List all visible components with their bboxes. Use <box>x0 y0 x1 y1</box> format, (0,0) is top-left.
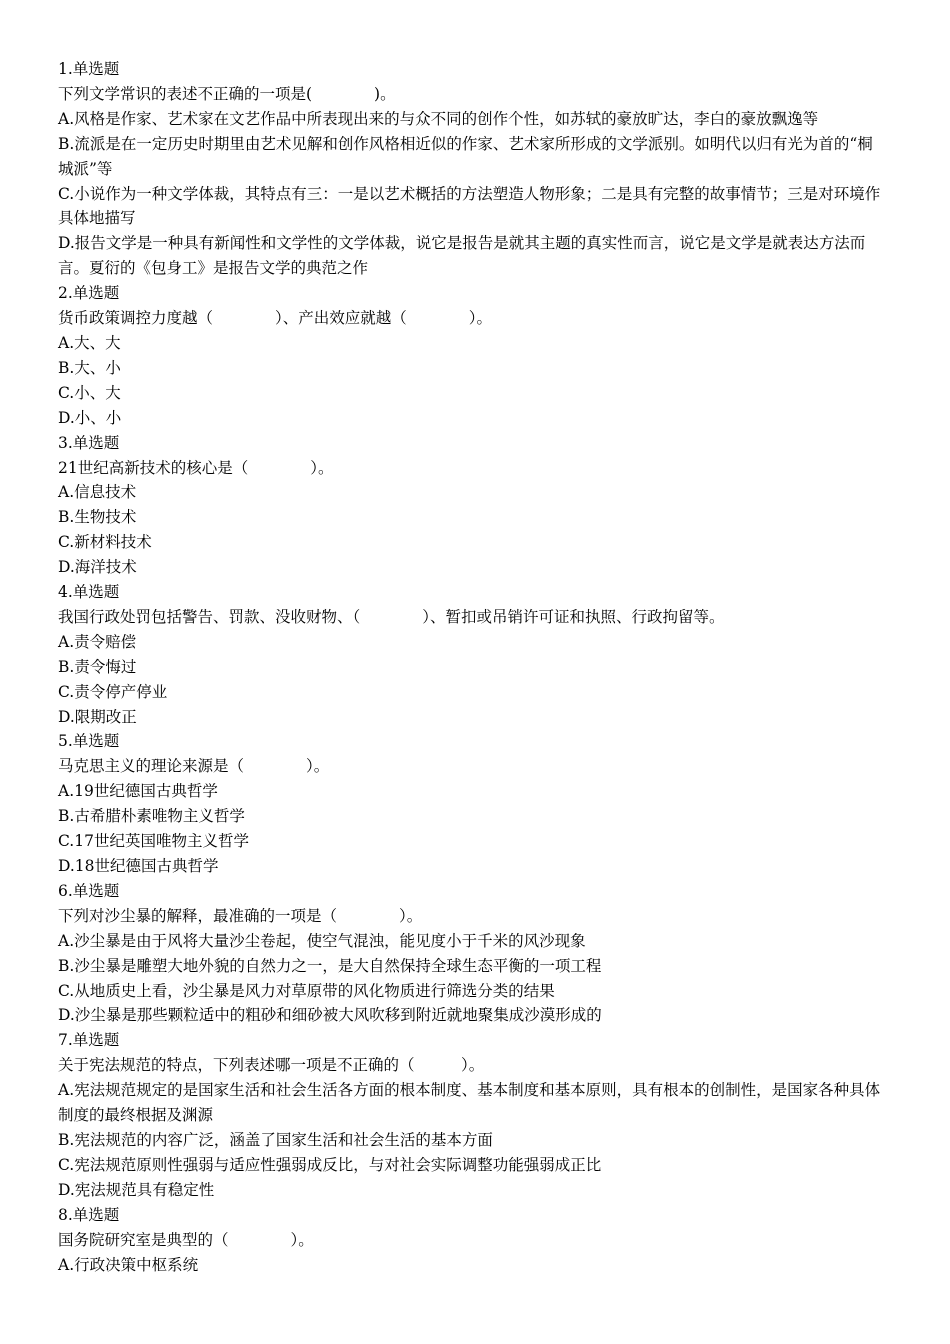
option-c: C.责令停产停业 <box>58 682 168 701</box>
question-stem: 关于宪法规范的特点，下列表述哪一项是不正确的（ ）。 <box>58 1056 485 1075</box>
option-a: A.宪法规范规定的是国家生活和社会生活各方面的根本制度、基本制度和基本原则，具有根本的创制性，是国家各种具体制度的最终根据及渊源 <box>58 1081 881 1125</box>
question-stem: 下列对沙尘暴的解释，最准确的一项是（ ）。 <box>58 906 423 925</box>
question-type: 2.单选题 <box>58 284 120 303</box>
question-type: 3.单选题 <box>58 433 120 452</box>
option-a: A.19世纪德国古典哲学 <box>58 782 218 801</box>
question-stem: 国务院研究室是典型的（ ）。 <box>58 1230 314 1249</box>
option-b: B.责令悔过 <box>58 657 137 676</box>
option-b: B.宪法规范的内容广泛，涵盖了国家生活和社会生活的基本方面 <box>58 1130 493 1149</box>
question-stem: 马克思主义的理论来源是（ ）。 <box>58 757 330 776</box>
question-type: 6.单选题 <box>58 881 120 900</box>
option-c: C.从地质史上看，沙尘暴是风力对草原带的风化物质进行筛选分类的结果 <box>58 981 555 1000</box>
question-type: 7.单选题 <box>58 1031 120 1050</box>
option-d: D.宪法规范具有稳定性 <box>58 1180 215 1199</box>
option-a: A.责令赔偿 <box>58 632 137 651</box>
option-d: D.报告文学是一种具有新闻性和文学性的文学体裁，说它是报告是就其主题的真实性而言，说它是文学是就表达方法而言。夏衍的《包身工》是报告文学的典范之作 <box>58 234 866 278</box>
question-stem: 货币政策调控力度越（ ）、产出效应就越（ ）。 <box>58 309 493 328</box>
option-b: B.大、小 <box>58 358 121 377</box>
option-b: B.流派是在一定历史时期里由艺术见解和创作风格相近似的作家、艺术家所形成的文学派别。如明代以归有光为首的“桐城派”等 <box>58 134 873 178</box>
option-a: A.沙尘暴是由于风将大量沙尘卷起，使空气混浊，能见度小于千米的风沙现象 <box>58 931 586 950</box>
question-3 <box>58 431 888 580</box>
option-d: D.小、小 <box>58 408 122 427</box>
question-5 <box>58 729 888 878</box>
question-4 <box>58 580 888 729</box>
option-c: C.新材料技术 <box>58 533 152 552</box>
question-type: 5.单选题 <box>58 732 120 751</box>
option-b: B.古希腊朴素唯物主义哲学 <box>58 807 245 826</box>
option-c: C.宪法规范原则性强弱与适应性强弱成反比，与对社会实际调整功能强弱成正比 <box>58 1155 602 1174</box>
option-a: A.行政决策中枢系统 <box>58 1255 199 1274</box>
question-stem: 21世纪高新技术的核心是（ ）。 <box>58 458 334 477</box>
option-b: B.生物技术 <box>58 508 137 527</box>
question-6 <box>58 879 888 1028</box>
question-type: 4.单选题 <box>58 583 120 602</box>
option-c: C.小说作为一种文学体裁，其特点有三：一是以艺术概括的方法塑造人物形象；二是具有完整的故事情节；三是对环境作具体地描写 <box>58 184 881 228</box>
option-a: A.风格是作家、艺术家在文艺作品中所表现出来的与众不同的创作个性，如苏轼的豪放旷达，李白的豪放飘逸等 <box>58 109 819 128</box>
option-d: D.限期改正 <box>58 707 137 726</box>
question-stem: 下列文学常识的表述不正确的一项是( )。 <box>58 84 396 103</box>
question-type: 1.单选题 <box>58 60 120 78</box>
option-c: C.17世纪英国唯物主义哲学 <box>58 832 249 851</box>
question-8 <box>58 1203 888 1278</box>
option-b: B.沙尘暴是雕塑大地外貌的自然力之一，是大自然保持全球生态平衡的一项工程 <box>58 956 602 975</box>
option-d: D.18世纪德国古典哲学 <box>58 857 219 875</box>
option-a: A.大、大 <box>58 333 121 352</box>
option-c: C.小、大 <box>58 383 121 402</box>
document-page <box>58 57 888 1277</box>
option-d: D.沙尘暴是那些颗粒适中的粗砂和细砂被大风吹移到附近就地聚集成沙漠形成的 <box>58 1006 602 1025</box>
question-7 <box>58 1028 888 1202</box>
question-1 <box>58 57 888 281</box>
question-type: 8.单选题 <box>58 1205 120 1224</box>
question-stem: 我国行政处罚包括警告、罚款、没收财物、（ ）、暂扣或吊销许可证和执照、行政拘留等。 <box>58 607 725 626</box>
question-2 <box>58 281 888 430</box>
option-d: D.海洋技术 <box>58 558 137 577</box>
option-a: A.信息技术 <box>58 483 137 502</box>
